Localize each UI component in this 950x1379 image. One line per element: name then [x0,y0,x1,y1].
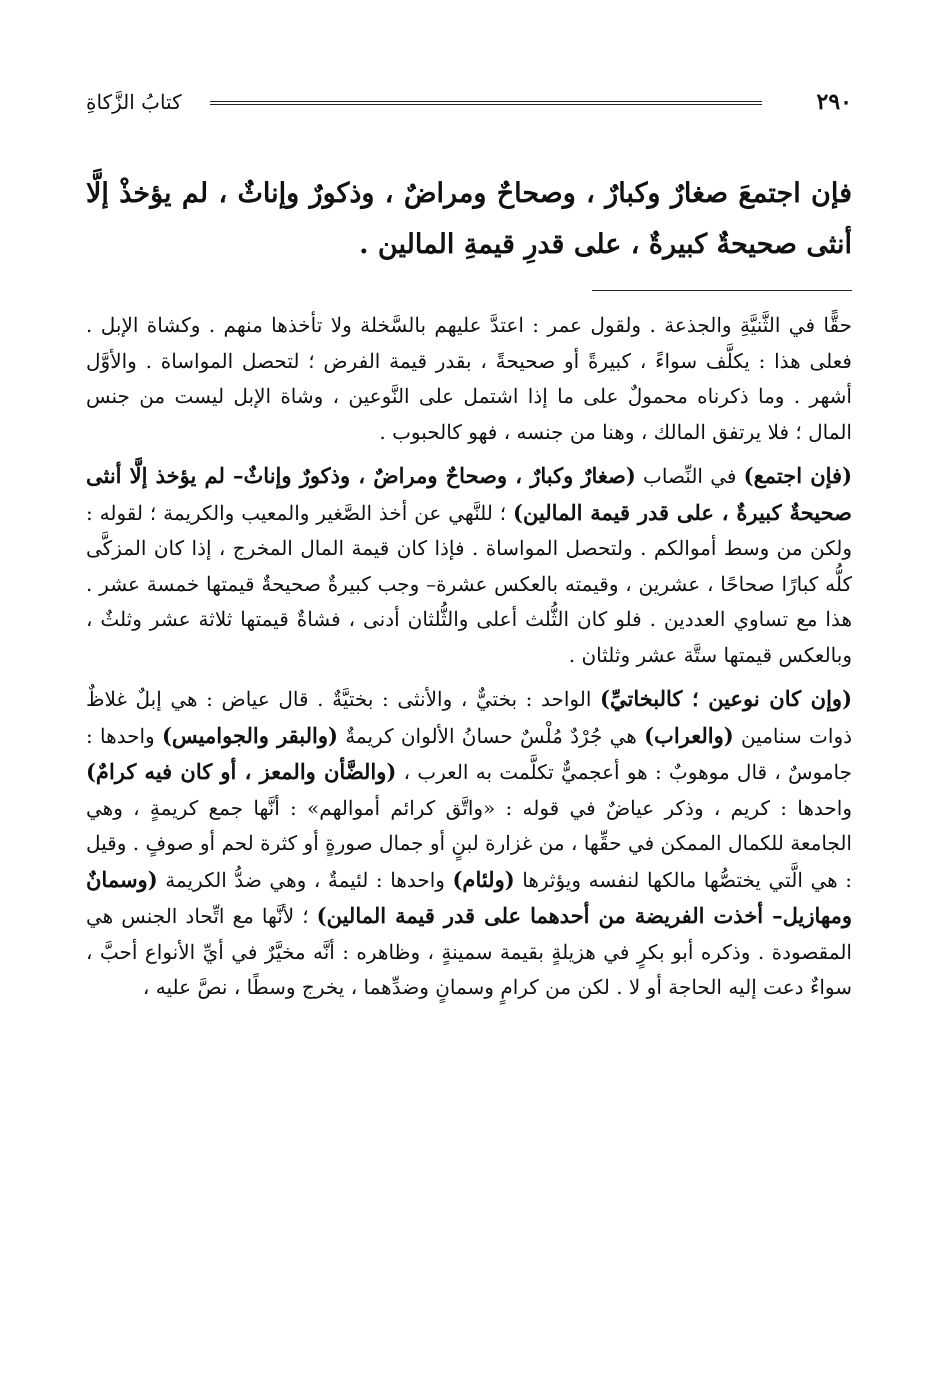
commentary-paragraph-3 [86,681,852,1006]
quoted-matn: (وسمانٌ ومهازيل– أخذت الفريضة من أحدهما على قدر قيمة المالين) [86,866,852,928]
main-text [86,168,852,270]
commentary-text: ؛ لأنَّها مع اتِّحاد الجنس هي المقصودة . وذكره أبو بكرٍ في هزيلةٍ بقيمة سمينةٍ ، وظاهره : أنَّه مخيَّرٌ في أيِّ الأنواع أحبَّ ، سواءٌ دعت إليه الحاجة أو لا . لكن من كرامٍ وسمانٍ وضدِّهما ، يخرج وسطًا ، نصَّ عليه ، [86,904,852,999]
commentary-text: هي جُرْدٌ مُلْسٌ حسانُ الألوان كريمةٌ [337,723,645,748]
commentary-text: واحدها : جاموسٌ ، قال موهوبٌ : هو أعجميٌّ تكلَّمت به العرب ، [86,723,852,784]
commentary [86,308,852,1014]
commentary-text: في النِّصاب [635,464,744,488]
quoted-matn: (وإن كان نوعين ؛ كالبخاتيِّ) [600,686,853,711]
quoted-matn: (صغارٌ وكبارٌ ، وصحاحٌ ومراضٌ ، وذكورٌ وإناثٌ– لم يؤخذ إلَّا أنثى صحيحةٌ كبيرةٌ ، على قدر قيمة المالين) [86,463,853,525]
header-rule [210,101,762,105]
commentary-text: واحدها : كريم ، وذكر عياضٌ في قوله : «واتَّق كرائم أموالهم» : أنَّها جمع كريمةٍ ، وهي الجامعة للكمال الممكن في حقِّها ، من غزارة لبنٍ أو جمال صورةٍ أو كثرة لحم أو صوفٍ . وقيل : هي الَّتي يختصُّها مالكها لنفسه ويؤثرها [86,795,852,892]
commentary-text: واحدها : لئيمةٌ ، وهي ضدُّ الكريمة [157,867,453,892]
commentary-text: الواحد : بختيٌّ ، والأنثى : بختيَّةٌ . قال عياض : هي إبلٌ غلاظٌ ذوات سنامين [86,687,853,748]
running-title: كتابُ الزَّكاةِ [86,90,182,114]
footnote-separator [592,290,852,291]
page-number: ٢٩٠ [816,89,852,115]
commentary-paragraph-1: حقًّا في الثَّنيَّةِ والجذعة . ولقول عمر : اعتدَّ عليهم بالسَّخلة ولا تأخذها منهم . وكشاة الإبل . فعلى هذا : يكلَّف سواءً ، كبيرةً أو صحيحةً ، بقدر قيمة الفرض ؛ لتحصل المواساة . والأوَّل أشهر . وما ذكرناه محمولٌ على ما إذا اشتمل على النَّوعين ، وشاة الإبل ليست من جنس المال ؛ فلا يرتفق المالك ، وهنا من جنسه ، فهو كالحبوب . [86,313,852,444]
quoted-matn: (والبقر والجواميس) [161,722,338,748]
quoted-matn: (والعراب) [644,722,734,748]
commentary-text: ؛ للنَّهي عن أخذ الصَّغير والمعيب والكريمة ؛ لقوله : ولكن من وسط أموالكم . ولتحصل المواساة . فإذا كان قيمة المال المخرج ، إذا كان المزكَّى كلُّه كبارًا صحاحًا ، عشرين ، وقيمته بالعكس عشرة– وجب كبيرةٌ صحيحةٌ قيمتها خمسة عشر . هذا مع تساوي العددين . فلو كان الثُّلث أعلى والثُّلثان أدنى ، فشاةٌ قيمتها ثلاثة عشر وثلثٌ ، وبالعكس قيمتها ستَّة عشر وثلثان . [86,500,852,667]
main-text-paragraph: فإن اجتمعَ صغارٌ وكبارٌ ، وصحاحٌ ومراضٌ ، وذكورٌ وإناثٌ ، لم يؤخذْ إلَّا أنثى صحيحةٌ كبيرةٌ ، على قدرِ قيمةِ المالين . [86,178,852,260]
page-header [86,84,852,120]
quoted-matn: (ولئام) [452,866,515,892]
quoted-matn: (فإن اجتمع) [743,463,853,488]
commentary-paragraph-2 [86,458,852,673]
quoted-matn: (والضَّأن والمعز ، أو كان فيه كرامٌ) [86,759,397,784]
